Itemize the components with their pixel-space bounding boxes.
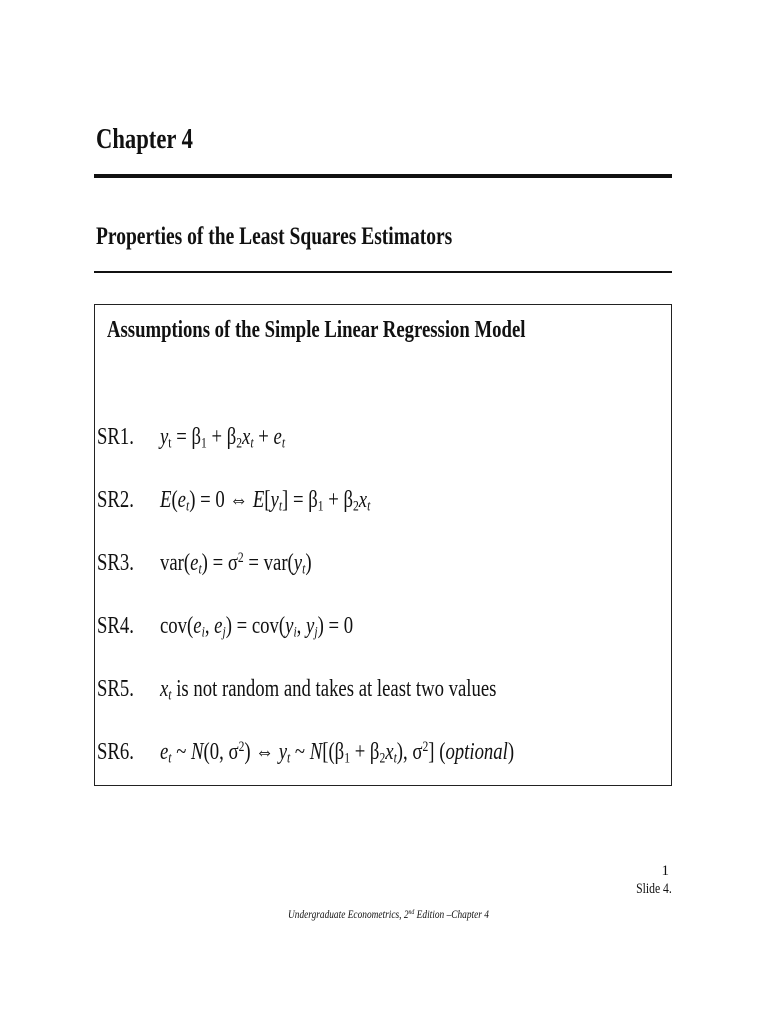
title-divider-thick <box>94 174 672 178</box>
assumption-equation: $e_t$ ~ N(0, $\sigma^2$) ⇔ $y_t$ ~ $N[(\beta_1 + \beta_2x_t)$, $\sigma^2$] (optional) <box>160 738 515 767</box>
assumption-row-sr4 <box>95 608 671 648</box>
assumptions-box <box>94 304 672 786</box>
assumption-equation: $y_t = \beta_1 + \beta_2x_t + e_t$ <box>160 424 286 452</box>
assumption-equation: $E(e_t) = 0$ ⇔ $E[y_t] = \beta_1 + \beta_2x_t$ <box>160 487 371 515</box>
assumption-row-sr2 <box>95 482 671 522</box>
assumption-label: SR4. <box>97 613 134 639</box>
assumption-label: SR3. <box>97 550 134 576</box>
assumption-label: SR5. <box>97 676 134 702</box>
assumption-equation: $cov(e_i$, $e_j) = cov(y_i$, $y_j) = 0$ <box>160 613 354 641</box>
assumption-row-sr3 <box>95 545 671 585</box>
footer-citation: Undergraduate Econometrics, 2nd Edition –Chapter 4 <box>288 906 489 921</box>
assumption-row-sr6 <box>95 734 671 774</box>
page-number: 1 <box>661 863 669 879</box>
box-heading: Assumptions of the Simple Linear Regression Model <box>107 317 526 343</box>
assumption-label: SR2. <box>97 487 134 513</box>
assumption-label: SR6. <box>97 739 134 765</box>
assumption-label: SR1. <box>97 424 134 450</box>
assumption-row-sr5 <box>95 671 671 711</box>
assumption-equation: $x_t$ is not random and takes at least two values <box>160 676 497 704</box>
slide-number: Slide 4. <box>636 881 672 897</box>
assumption-equation: $var(e_t) = \sigma^2 = var(y_t)$ <box>160 549 312 578</box>
chapter-title: Chapter 4 <box>96 123 193 155</box>
section-title: Properties of the Least Squares Estimators <box>96 223 453 250</box>
title-divider-thin <box>94 271 672 273</box>
assumption-row-sr1 <box>95 419 671 459</box>
